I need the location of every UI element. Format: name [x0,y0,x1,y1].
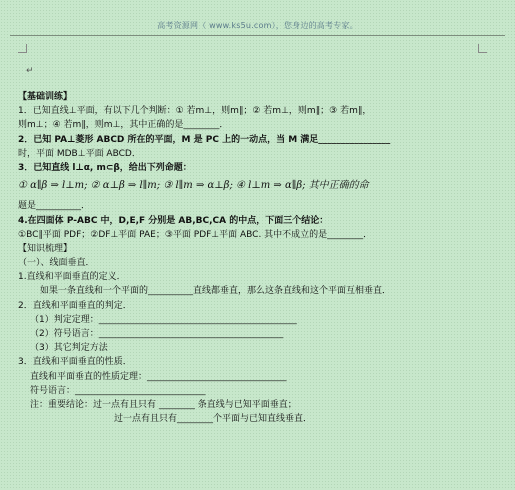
definition-heading: 1.直线和平面垂直的定义． [18,272,126,283]
page-header: 高考资源网（ www.ks5u.com），您身边的高考专家。 [157,21,358,30]
paragraph-mark-icon: ↵ [26,66,34,76]
criterion-other-methods: （3）其它判定方法 [30,343,108,354]
question-2-line-2: 时，平面 MDB⊥平面 ABCD． [18,148,141,159]
property-heading: 3．直线和平面垂直的性质． [18,357,132,368]
property-theorem: 直线和平面垂直的性质定理：_______________________________ [30,371,287,382]
margin-corner-left [18,44,27,53]
question-2-line-1: 2．已知 PA⊥菱形 ABCD 所在的平面，M 是 PC 上的一动点，当 M 满足________________ [18,134,391,145]
note-conclusion-2: 过一点有且只有________个平面与已知直线垂直． [114,414,313,425]
note-conclusion-1: 注：重要结论：过一点有且只有 ________ 条直线与已知平面垂直； [30,399,297,410]
property-symbolic: 符号语言：_____________________________ [30,385,206,396]
question-3-line-1: 3．已知直线 l⊥α, m⊂β，给出下列命题： [18,162,192,173]
question-3-line-3: 题是__________． [18,201,91,212]
criterion-theorem: （1）判定定理：____________________________________________ [30,314,297,325]
header-divider [10,35,505,36]
question-4-line-1: 4.在四面体 P-ABC 中，D,E,F 分别是 AB,BC,CA 的中点，下面三个结论： [18,215,329,226]
question-4-line-2: ①BC∥平面 PDF；②DF⊥平面 PAE；③平面 PDF⊥平面 ABC. 其中不成立的是________． [18,229,373,240]
question-3-propositions: ① α∥β ⇒ l⊥m; ② α⊥β ⇒ l∥m; ③ l∥m ⇒ α⊥β; ④ l⊥m ⇒ α∥β; 其中正确的命 [18,180,369,192]
question-1-line-2: 则m⊥；④ 若m∥，则m⊥，其中正确的是________． [18,120,229,131]
definition-text: 如果一条直线和一个平面的__________直线都垂直，那么这条直线和这个平面互相垂直． [40,286,392,297]
section-heading-basic-training: 【基础训练】 [18,92,73,102]
subsection-line-perpendicular: （一）、线面垂直． [18,258,95,269]
criterion-heading: 2．直线和平面垂直的判定． [18,300,132,311]
section-heading-knowledge: 【知识梳理】 [18,243,73,254]
criterion-symbolic: （2）符号语言：_________________________________________ [30,329,284,339]
margin-corner-right [478,44,487,53]
question-1-line-1: 1．已知直线⊥平面，有以下几个判断：① 若m⊥，则m∥；② 若m⊥，则m∥；③ 若m∥， [18,106,372,117]
document-body [18,90,500,426]
